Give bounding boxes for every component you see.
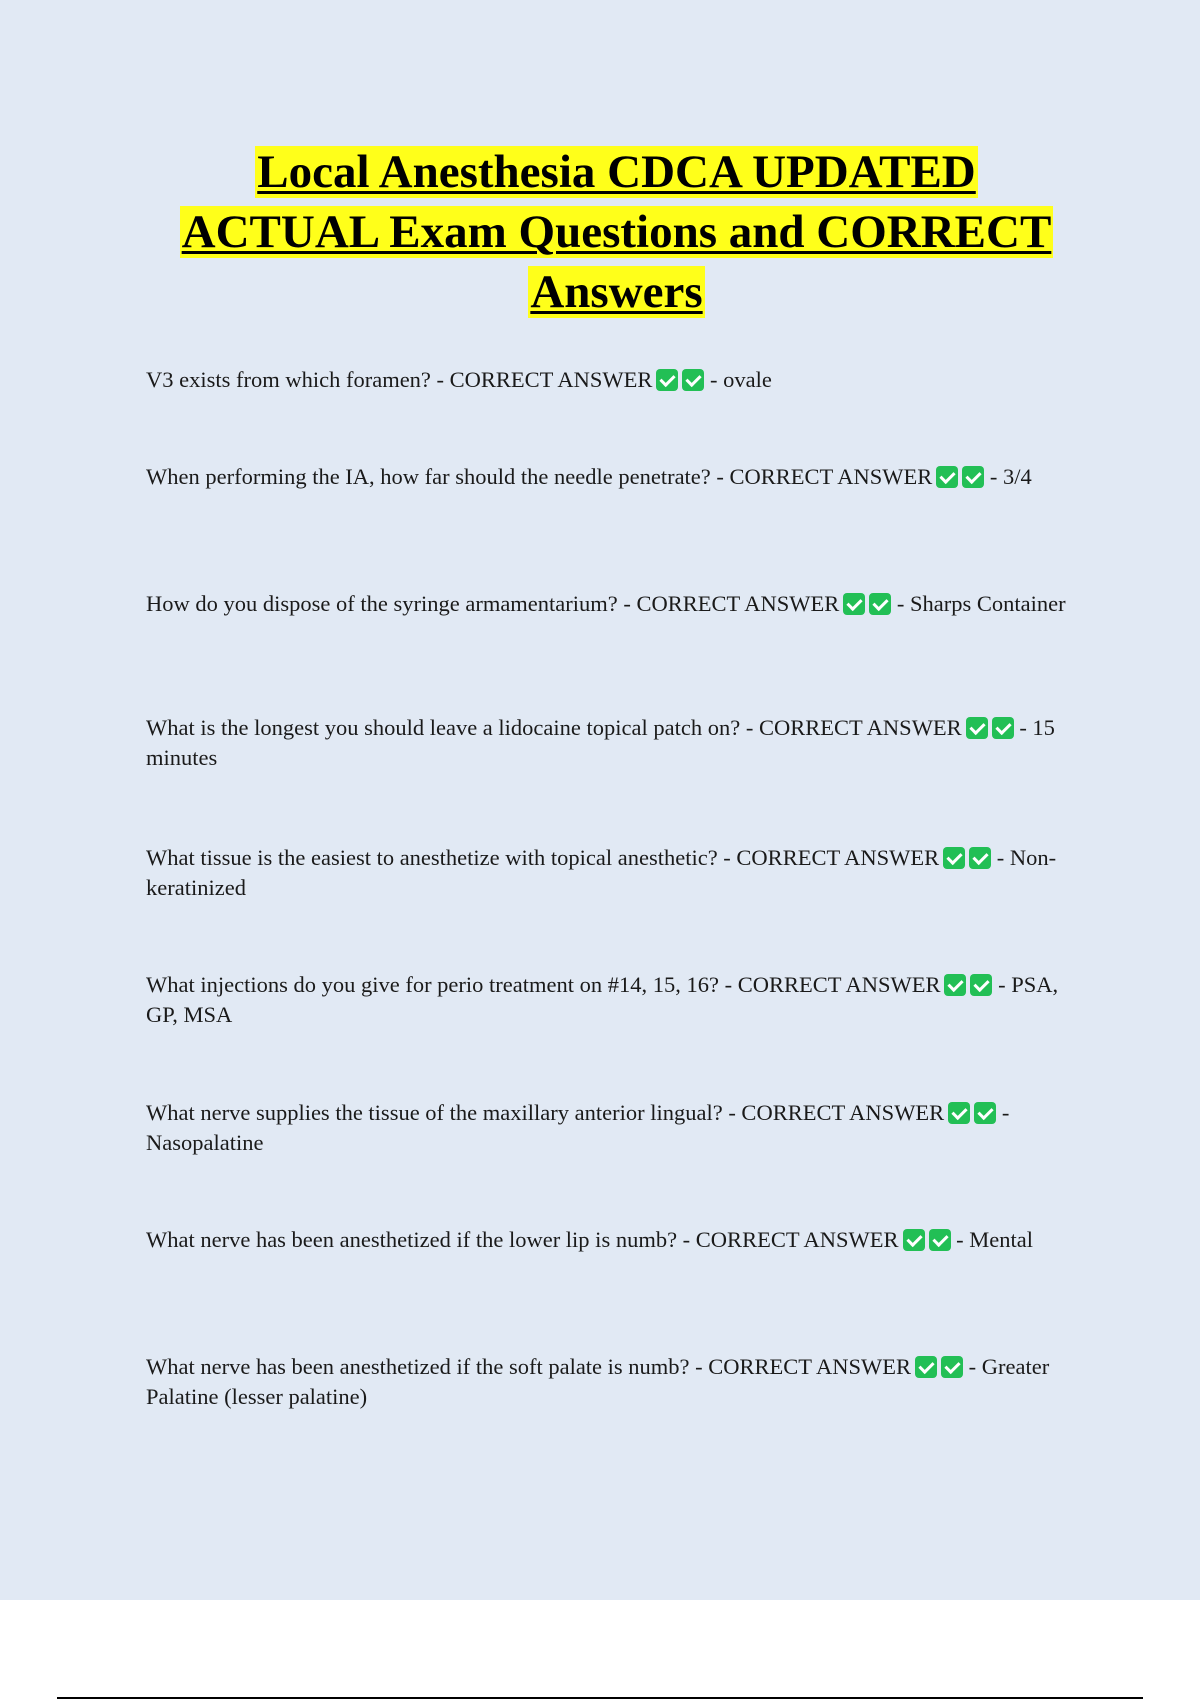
qa-item (146, 970, 1086, 1030)
answer-text: - Nasopalatine (146, 1099, 1010, 1155)
answer-text: - 15 minutes (146, 714, 1055, 770)
question-text: What is the longest you should leave a lidocaine topical patch on? - CORRECT ANSWER (146, 714, 962, 740)
qa-item (146, 462, 1086, 492)
title-line-3: Answers (530, 266, 703, 318)
check-mark-icon (941, 1356, 963, 1378)
qa-item (146, 365, 1086, 395)
check-mark-icon (656, 369, 678, 391)
check-mark-icon (843, 593, 865, 615)
qa-item (146, 1352, 1086, 1412)
question-text: What nerve has been anesthetized if the lower lip is numb? - CORRECT ANSWER (146, 1226, 899, 1252)
check-mark-icon (869, 593, 891, 615)
question-text: V3 exists from which foramen? - CORRECT ANSWER (146, 366, 653, 392)
title-line-1: Local Anesthesia CDCA UPDATED (257, 146, 976, 198)
question-text: What injections do you give for perio treatment on #14, 15, 16? - CORRECT ANSWER (146, 971, 941, 997)
document-title (120, 142, 1113, 322)
check-mark-icon (992, 717, 1014, 739)
check-mark-icon (682, 369, 704, 391)
check-mark-icon (948, 1102, 970, 1124)
answer-text: - PSA, GP, MSA (146, 971, 1059, 1027)
qa-item (146, 713, 1086, 773)
qa-item (146, 1098, 1086, 1158)
answer-text: - ovale (704, 366, 772, 392)
check-mark-icon (974, 1102, 996, 1124)
qa-item (146, 843, 1086, 903)
question-text: What nerve has been anesthetized if the soft palate is numb? - CORRECT ANSWER (146, 1353, 912, 1379)
answer-text: - Sharps Container (891, 590, 1066, 616)
check-mark-icon (903, 1229, 925, 1251)
check-mark-icon (944, 974, 966, 996)
check-mark-icon (943, 847, 965, 869)
check-mark-icon (966, 717, 988, 739)
answer-text: - 3/4 (984, 463, 1032, 489)
question-text: What nerve supplies the tissue of the maxillary anterior lingual? - CORRECT ANSWER (146, 1099, 945, 1125)
answer-text: - Mental (950, 1226, 1034, 1252)
question-text: When performing the IA, how far should the needle penetrate? - CORRECT ANSWER (146, 463, 933, 489)
question-text: How do you dispose of the syringe armamentarium? - CORRECT ANSWER (146, 590, 840, 616)
check-mark-icon (915, 1356, 937, 1378)
qa-item (146, 589, 1086, 619)
check-mark-icon (929, 1229, 951, 1251)
footer-divider (57, 1697, 1143, 1699)
check-mark-icon (970, 974, 992, 996)
answer-text: - Non-keratinized (146, 844, 1057, 900)
check-mark-icon (969, 847, 991, 869)
answer-text: - Greater Palatine (lesser palatine) (146, 1353, 1050, 1409)
check-mark-icon (962, 466, 984, 488)
check-mark-icon (936, 466, 958, 488)
qa-item (146, 1225, 1086, 1255)
title-line-2: ACTUAL Exam Questions and CORRECT (181, 206, 1052, 258)
question-text: What tissue is the easiest to anesthetize with topical anesthetic? - CORRECT ANSWER (146, 844, 940, 870)
